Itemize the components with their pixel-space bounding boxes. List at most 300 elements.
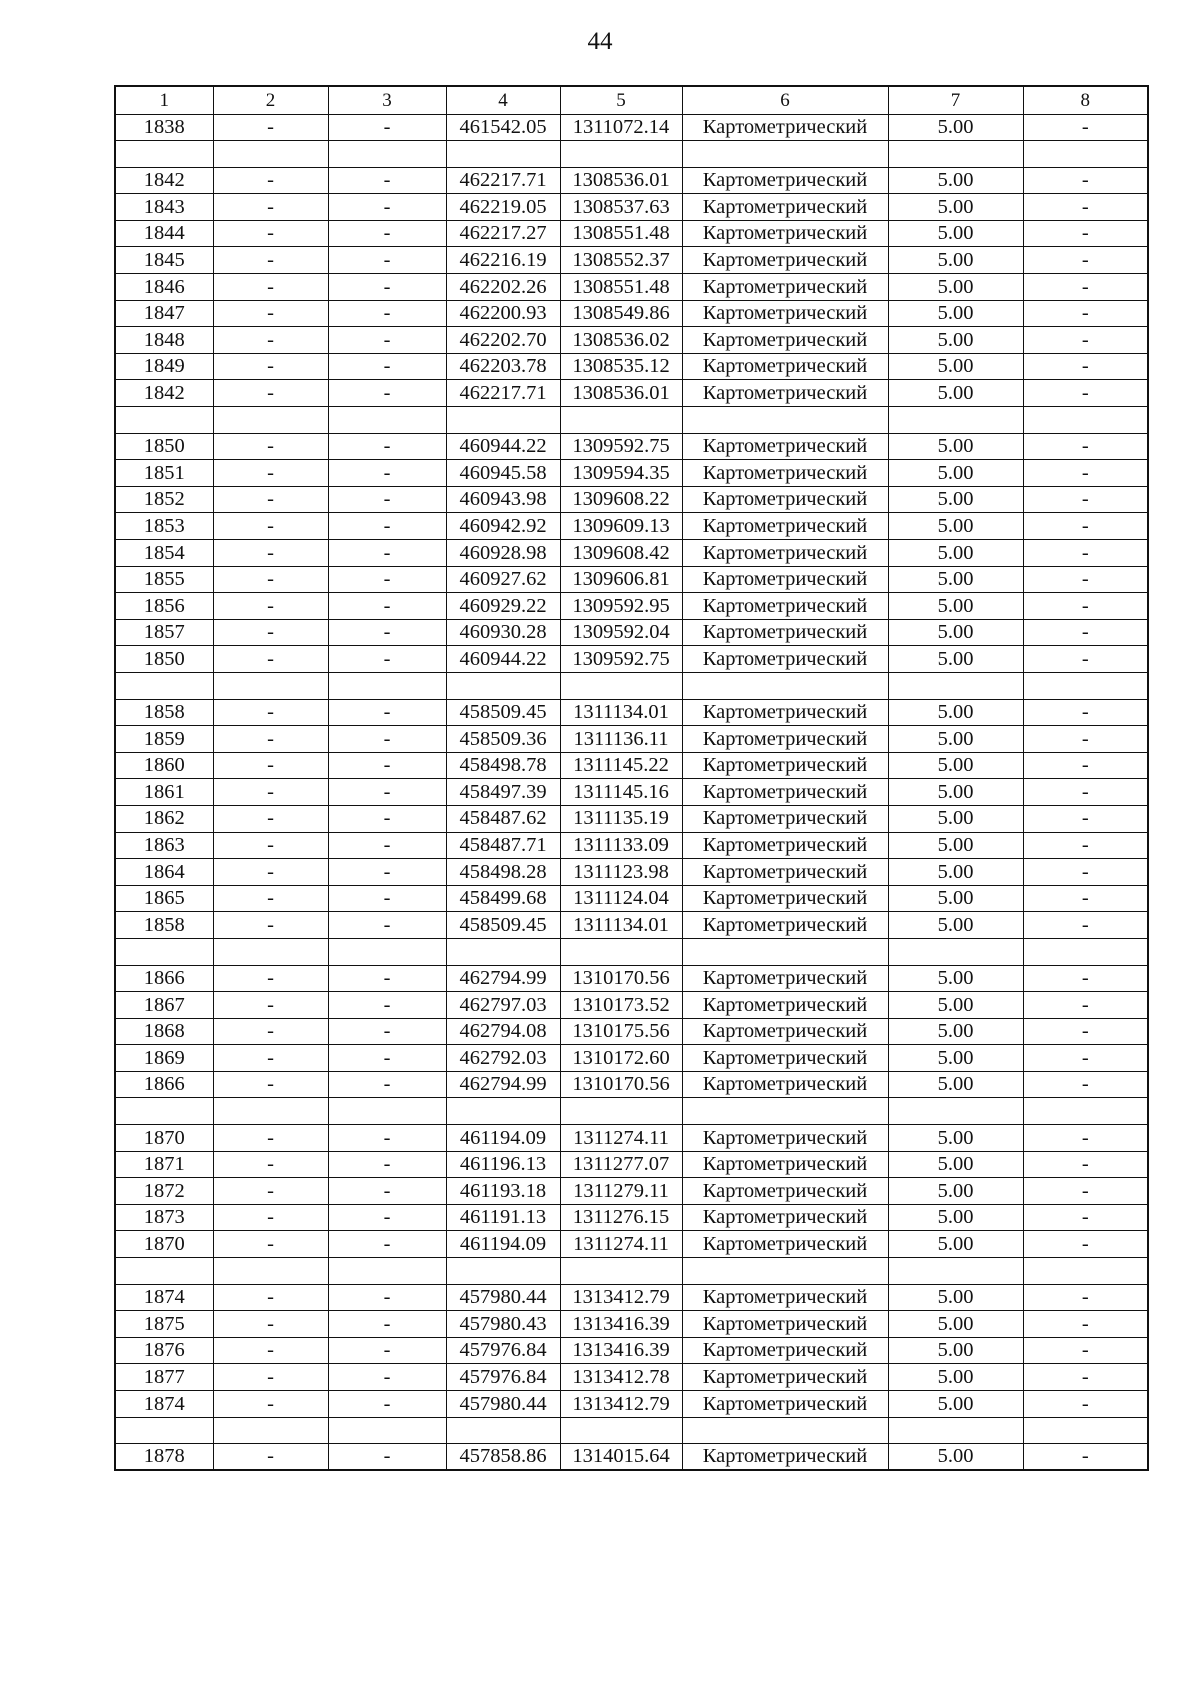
column-header: 7	[888, 86, 1023, 114]
col8-cell: -	[1023, 380, 1148, 407]
col3-cell: -	[328, 247, 446, 274]
method-cell: Картометрический	[682, 619, 888, 646]
x-coordinate-cell: 460930.28	[446, 619, 560, 646]
accuracy-cell	[888, 938, 1023, 965]
col3-cell: -	[328, 1337, 446, 1364]
point-number-cell: 1875	[115, 1311, 213, 1338]
method-cell: Картометрический	[682, 726, 888, 753]
accuracy-cell: 5.00	[888, 1337, 1023, 1364]
method-cell: Картометрический	[682, 513, 888, 540]
method-cell: Картометрический	[682, 992, 888, 1019]
table-row	[115, 992, 1148, 1019]
col2-cell: -	[213, 566, 328, 593]
method-cell: Картометрический	[682, 1337, 888, 1364]
table-row	[115, 1231, 1148, 1258]
accuracy-cell: 5.00	[888, 460, 1023, 487]
col8-cell: -	[1023, 566, 1148, 593]
accuracy-cell: 5.00	[888, 1151, 1023, 1178]
col8-cell: -	[1023, 513, 1148, 540]
col2-cell: -	[213, 300, 328, 327]
method-cell: Картометрический	[682, 247, 888, 274]
table-row	[115, 1125, 1148, 1152]
col8-cell	[1023, 938, 1148, 965]
col3-cell: -	[328, 965, 446, 992]
col8-cell: -	[1023, 1204, 1148, 1231]
method-cell	[682, 1258, 888, 1285]
x-coordinate-cell: 461542.05	[446, 114, 560, 141]
y-coordinate-cell	[560, 141, 682, 168]
col3-cell	[328, 938, 446, 965]
table-row	[115, 1018, 1148, 1045]
method-cell: Картометрический	[682, 1391, 888, 1418]
x-coordinate-cell	[446, 672, 560, 699]
method-cell: Картометрический	[682, 353, 888, 380]
point-number-cell: 1855	[115, 566, 213, 593]
point-number-cell	[115, 407, 213, 434]
col8-cell: -	[1023, 885, 1148, 912]
method-cell: Картометрический	[682, 593, 888, 620]
col3-cell: -	[328, 1391, 446, 1418]
col2-cell: -	[213, 1337, 328, 1364]
table-row	[115, 805, 1148, 832]
x-coordinate-cell: 462202.70	[446, 327, 560, 354]
col3-cell: -	[328, 167, 446, 194]
method-cell: Картометрический	[682, 114, 888, 141]
table-row	[115, 593, 1148, 620]
x-coordinate-cell: 462797.03	[446, 992, 560, 1019]
accuracy-cell: 5.00	[888, 513, 1023, 540]
y-coordinate-cell: 1310175.56	[560, 1018, 682, 1045]
method-cell: Картометрический	[682, 274, 888, 301]
x-coordinate-cell: 462794.99	[446, 1071, 560, 1098]
y-coordinate-cell: 1310170.56	[560, 1071, 682, 1098]
col2-cell: -	[213, 1284, 328, 1311]
col3-cell: -	[328, 1311, 446, 1338]
col2-cell: -	[213, 832, 328, 859]
col3-cell: -	[328, 726, 446, 753]
col3-cell: -	[328, 752, 446, 779]
x-coordinate-cell: 460944.22	[446, 646, 560, 673]
col2-cell: -	[213, 593, 328, 620]
col2-cell: -	[213, 752, 328, 779]
method-cell: Картометрический	[682, 1178, 888, 1205]
method-cell: Картометрический	[682, 752, 888, 779]
col8-cell: -	[1023, 805, 1148, 832]
column-header: 3	[328, 86, 446, 114]
method-cell: Картометрический	[682, 167, 888, 194]
col2-cell: -	[213, 513, 328, 540]
col2-cell	[213, 1417, 328, 1444]
col2-cell: -	[213, 726, 328, 753]
col8-cell: -	[1023, 1337, 1148, 1364]
method-cell: Картометрический	[682, 859, 888, 886]
table-row	[115, 1391, 1148, 1418]
point-number-cell: 1857	[115, 619, 213, 646]
col3-cell: -	[328, 992, 446, 1019]
column-header: 4	[446, 86, 560, 114]
table-row	[115, 167, 1148, 194]
col3-cell: -	[328, 486, 446, 513]
accuracy-cell	[888, 1417, 1023, 1444]
point-number-cell	[115, 938, 213, 965]
method-cell	[682, 1417, 888, 1444]
col3-cell: -	[328, 1018, 446, 1045]
accuracy-cell: 5.00	[888, 1204, 1023, 1231]
y-coordinate-cell: 1313416.39	[560, 1337, 682, 1364]
x-coordinate-cell: 461194.09	[446, 1231, 560, 1258]
y-coordinate-cell: 1310172.60	[560, 1045, 682, 1072]
y-coordinate-cell	[560, 1098, 682, 1125]
accuracy-cell: 5.00	[888, 726, 1023, 753]
col8-cell: -	[1023, 593, 1148, 620]
table-row	[115, 1045, 1148, 1072]
point-number-cell: 1871	[115, 1151, 213, 1178]
y-coordinate-cell: 1313412.78	[560, 1364, 682, 1391]
point-number-cell: 1851	[115, 460, 213, 487]
spacer-row	[115, 1417, 1148, 1444]
method-cell: Картометрический	[682, 300, 888, 327]
spacer-row	[115, 1258, 1148, 1285]
col8-cell: -	[1023, 726, 1148, 753]
point-number-cell: 1854	[115, 540, 213, 567]
table-row	[115, 433, 1148, 460]
method-cell: Картометрический	[682, 885, 888, 912]
spacer-row	[115, 141, 1148, 168]
point-number-cell: 1860	[115, 752, 213, 779]
point-number-cell: 1867	[115, 992, 213, 1019]
point-number-cell	[115, 1417, 213, 1444]
col2-cell: -	[213, 619, 328, 646]
col2-cell: -	[213, 1151, 328, 1178]
point-number-cell: 1877	[115, 1364, 213, 1391]
point-number-cell: 1861	[115, 779, 213, 806]
y-coordinate-cell: 1309592.95	[560, 593, 682, 620]
y-coordinate-cell: 1310173.52	[560, 992, 682, 1019]
col8-cell: -	[1023, 194, 1148, 221]
method-cell: Картометрический	[682, 832, 888, 859]
method-cell: Картометрический	[682, 1284, 888, 1311]
col8-cell: -	[1023, 1018, 1148, 1045]
col3-cell	[328, 1417, 446, 1444]
table-row	[115, 912, 1148, 939]
y-coordinate-cell: 1311134.01	[560, 699, 682, 726]
point-number-cell: 1873	[115, 1204, 213, 1231]
accuracy-cell: 5.00	[888, 779, 1023, 806]
col8-cell: -	[1023, 274, 1148, 301]
col3-cell: -	[328, 1178, 446, 1205]
x-coordinate-cell: 462217.27	[446, 220, 560, 247]
table-row	[115, 1284, 1148, 1311]
col2-cell: -	[213, 540, 328, 567]
y-coordinate-cell: 1309592.04	[560, 619, 682, 646]
method-cell: Картометрический	[682, 486, 888, 513]
y-coordinate-cell: 1308549.86	[560, 300, 682, 327]
col3-cell: -	[328, 566, 446, 593]
accuracy-cell: 5.00	[888, 1311, 1023, 1338]
col2-cell: -	[213, 1045, 328, 1072]
col2-cell: -	[213, 353, 328, 380]
col3-cell: -	[328, 1071, 446, 1098]
table-row	[115, 965, 1148, 992]
y-coordinate-cell: 1311276.15	[560, 1204, 682, 1231]
col8-cell: -	[1023, 1311, 1148, 1338]
x-coordinate-cell: 462794.08	[446, 1018, 560, 1045]
spacer-row	[115, 938, 1148, 965]
method-cell: Картометрический	[682, 220, 888, 247]
col3-cell	[328, 1258, 446, 1285]
y-coordinate-cell: 1311277.07	[560, 1151, 682, 1178]
point-number-cell: 1844	[115, 220, 213, 247]
method-cell: Картометрический	[682, 1204, 888, 1231]
col2-cell: -	[213, 1364, 328, 1391]
col2-cell: -	[213, 885, 328, 912]
accuracy-cell: 5.00	[888, 1391, 1023, 1418]
method-cell: Картометрический	[682, 699, 888, 726]
accuracy-cell: 5.00	[888, 300, 1023, 327]
y-coordinate-cell: 1311133.09	[560, 832, 682, 859]
x-coordinate-cell	[446, 141, 560, 168]
method-cell: Картометрический	[682, 1231, 888, 1258]
table-row	[115, 1151, 1148, 1178]
col8-cell: -	[1023, 859, 1148, 886]
y-coordinate-cell: 1311145.22	[560, 752, 682, 779]
point-number-cell: 1859	[115, 726, 213, 753]
col2-cell: -	[213, 1178, 328, 1205]
col8-cell: -	[1023, 247, 1148, 274]
col8-cell: -	[1023, 167, 1148, 194]
method-cell: Картометрический	[682, 646, 888, 673]
accuracy-cell: 5.00	[888, 486, 1023, 513]
col2-cell: -	[213, 247, 328, 274]
col3-cell: -	[328, 593, 446, 620]
col2-cell: -	[213, 1311, 328, 1338]
y-coordinate-cell: 1311123.98	[560, 859, 682, 886]
x-coordinate-cell: 462794.99	[446, 965, 560, 992]
spacer-row	[115, 672, 1148, 699]
method-cell: Картометрический	[682, 1125, 888, 1152]
col3-cell: -	[328, 885, 446, 912]
point-number-cell: 1846	[115, 274, 213, 301]
table-row	[115, 540, 1148, 567]
accuracy-cell: 5.00	[888, 593, 1023, 620]
point-number-cell: 1872	[115, 1178, 213, 1205]
col3-cell: -	[328, 540, 446, 567]
y-coordinate-cell: 1309592.75	[560, 433, 682, 460]
y-coordinate-cell: 1309608.22	[560, 486, 682, 513]
table-row	[115, 380, 1148, 407]
x-coordinate-cell: 457980.44	[446, 1391, 560, 1418]
method-cell: Картометрический	[682, 540, 888, 567]
table-row	[115, 619, 1148, 646]
col8-cell: -	[1023, 779, 1148, 806]
accuracy-cell	[888, 1098, 1023, 1125]
col3-cell: -	[328, 327, 446, 354]
y-coordinate-cell: 1308536.01	[560, 380, 682, 407]
x-coordinate-cell: 461194.09	[446, 1125, 560, 1152]
col8-cell: -	[1023, 832, 1148, 859]
point-number-cell: 1848	[115, 327, 213, 354]
col3-cell: -	[328, 1231, 446, 1258]
col3-cell: -	[328, 859, 446, 886]
method-cell	[682, 407, 888, 434]
point-number-cell: 1847	[115, 300, 213, 327]
col2-cell: -	[213, 380, 328, 407]
col8-cell: -	[1023, 433, 1148, 460]
col8-cell: -	[1023, 1178, 1148, 1205]
method-cell: Картометрический	[682, 433, 888, 460]
point-number-cell: 1856	[115, 593, 213, 620]
accuracy-cell	[888, 407, 1023, 434]
x-coordinate-cell: 458487.71	[446, 832, 560, 859]
col8-cell: -	[1023, 1151, 1148, 1178]
table-row	[115, 752, 1148, 779]
x-coordinate-cell: 462200.93	[446, 300, 560, 327]
accuracy-cell: 5.00	[888, 699, 1023, 726]
method-cell: Картометрический	[682, 460, 888, 487]
x-coordinate-cell: 460945.58	[446, 460, 560, 487]
point-number-cell: 1843	[115, 194, 213, 221]
accuracy-cell	[888, 1258, 1023, 1285]
col3-cell: -	[328, 1284, 446, 1311]
method-cell: Картометрический	[682, 912, 888, 939]
point-number-cell: 1862	[115, 805, 213, 832]
y-coordinate-cell: 1309608.42	[560, 540, 682, 567]
col2-cell: -	[213, 992, 328, 1019]
col8-cell	[1023, 1258, 1148, 1285]
point-number-cell: 1850	[115, 646, 213, 673]
x-coordinate-cell: 460944.22	[446, 433, 560, 460]
col2-cell	[213, 407, 328, 434]
col2-cell: -	[213, 1444, 328, 1471]
table-row	[115, 699, 1148, 726]
col3-cell: -	[328, 619, 446, 646]
col2-cell	[213, 141, 328, 168]
point-number-cell: 1842	[115, 167, 213, 194]
col3-cell: -	[328, 646, 446, 673]
table-row	[115, 1364, 1148, 1391]
accuracy-cell: 5.00	[888, 619, 1023, 646]
col3-cell: -	[328, 114, 446, 141]
col3-cell: -	[328, 353, 446, 380]
point-number-cell: 1838	[115, 114, 213, 141]
method-cell: Картометрический	[682, 1311, 888, 1338]
y-coordinate-cell	[560, 1258, 682, 1285]
x-coordinate-cell: 457980.44	[446, 1284, 560, 1311]
point-number-cell: 1845	[115, 247, 213, 274]
x-coordinate-cell: 461191.13	[446, 1204, 560, 1231]
y-coordinate-cell: 1308536.01	[560, 167, 682, 194]
x-coordinate-cell: 461196.13	[446, 1151, 560, 1178]
y-coordinate-cell	[560, 1417, 682, 1444]
point-number-cell	[115, 141, 213, 168]
col2-cell: -	[213, 327, 328, 354]
method-cell: Картометрический	[682, 1444, 888, 1471]
accuracy-cell: 5.00	[888, 194, 1023, 221]
col2-cell: -	[213, 1018, 328, 1045]
col2-cell: -	[213, 433, 328, 460]
table-row	[115, 779, 1148, 806]
y-coordinate-cell: 1311274.11	[560, 1231, 682, 1258]
col8-cell: -	[1023, 540, 1148, 567]
accuracy-cell: 5.00	[888, 114, 1023, 141]
col3-cell: -	[328, 513, 446, 540]
table-row	[115, 194, 1148, 221]
col2-cell	[213, 672, 328, 699]
col2-cell: -	[213, 1204, 328, 1231]
col2-cell	[213, 1258, 328, 1285]
column-header: 5	[560, 86, 682, 114]
col3-cell: -	[328, 1204, 446, 1231]
col2-cell: -	[213, 779, 328, 806]
table-row	[115, 1444, 1148, 1471]
col3-cell: -	[328, 699, 446, 726]
table-row	[115, 327, 1148, 354]
y-coordinate-cell	[560, 938, 682, 965]
point-number-cell: 1853	[115, 513, 213, 540]
col8-cell: -	[1023, 1364, 1148, 1391]
point-number-cell: 1863	[115, 832, 213, 859]
table-row	[115, 832, 1148, 859]
x-coordinate-cell: 458509.36	[446, 726, 560, 753]
col2-cell: -	[213, 805, 328, 832]
accuracy-cell: 5.00	[888, 832, 1023, 859]
method-cell: Картометрический	[682, 805, 888, 832]
col8-cell: -	[1023, 1071, 1148, 1098]
point-number-cell	[115, 1258, 213, 1285]
col8-cell	[1023, 407, 1148, 434]
page-number: 44	[587, 28, 613, 55]
col8-cell	[1023, 1098, 1148, 1125]
table-row	[115, 353, 1148, 380]
x-coordinate-cell	[446, 1098, 560, 1125]
y-coordinate-cell: 1308552.37	[560, 247, 682, 274]
accuracy-cell: 5.00	[888, 433, 1023, 460]
y-coordinate-cell: 1314015.64	[560, 1444, 682, 1471]
col2-cell: -	[213, 912, 328, 939]
x-coordinate-cell: 462217.71	[446, 380, 560, 407]
col3-cell: -	[328, 805, 446, 832]
y-coordinate-cell: 1311279.11	[560, 1178, 682, 1205]
point-number-cell: 1866	[115, 965, 213, 992]
col8-cell: -	[1023, 1444, 1148, 1471]
table-row	[115, 859, 1148, 886]
col2-cell: -	[213, 486, 328, 513]
method-cell: Картометрический	[682, 1071, 888, 1098]
table-row	[115, 566, 1148, 593]
method-cell: Картометрический	[682, 327, 888, 354]
col8-cell: -	[1023, 699, 1148, 726]
col2-cell: -	[213, 965, 328, 992]
col8-cell: -	[1023, 1284, 1148, 1311]
accuracy-cell: 5.00	[888, 912, 1023, 939]
table-row	[115, 486, 1148, 513]
y-coordinate-cell	[560, 407, 682, 434]
x-coordinate-cell: 462792.03	[446, 1045, 560, 1072]
col2-cell: -	[213, 1071, 328, 1098]
col8-cell: -	[1023, 1391, 1148, 1418]
col8-cell: -	[1023, 486, 1148, 513]
accuracy-cell: 5.00	[888, 380, 1023, 407]
x-coordinate-cell: 458498.78	[446, 752, 560, 779]
table-row	[115, 1204, 1148, 1231]
x-coordinate-cell: 458509.45	[446, 699, 560, 726]
col8-cell: -	[1023, 300, 1148, 327]
x-coordinate-cell	[446, 1258, 560, 1285]
point-number-cell: 1870	[115, 1231, 213, 1258]
y-coordinate-cell: 1311072.14	[560, 114, 682, 141]
table-header-row	[115, 86, 1148, 114]
accuracy-cell	[888, 672, 1023, 699]
